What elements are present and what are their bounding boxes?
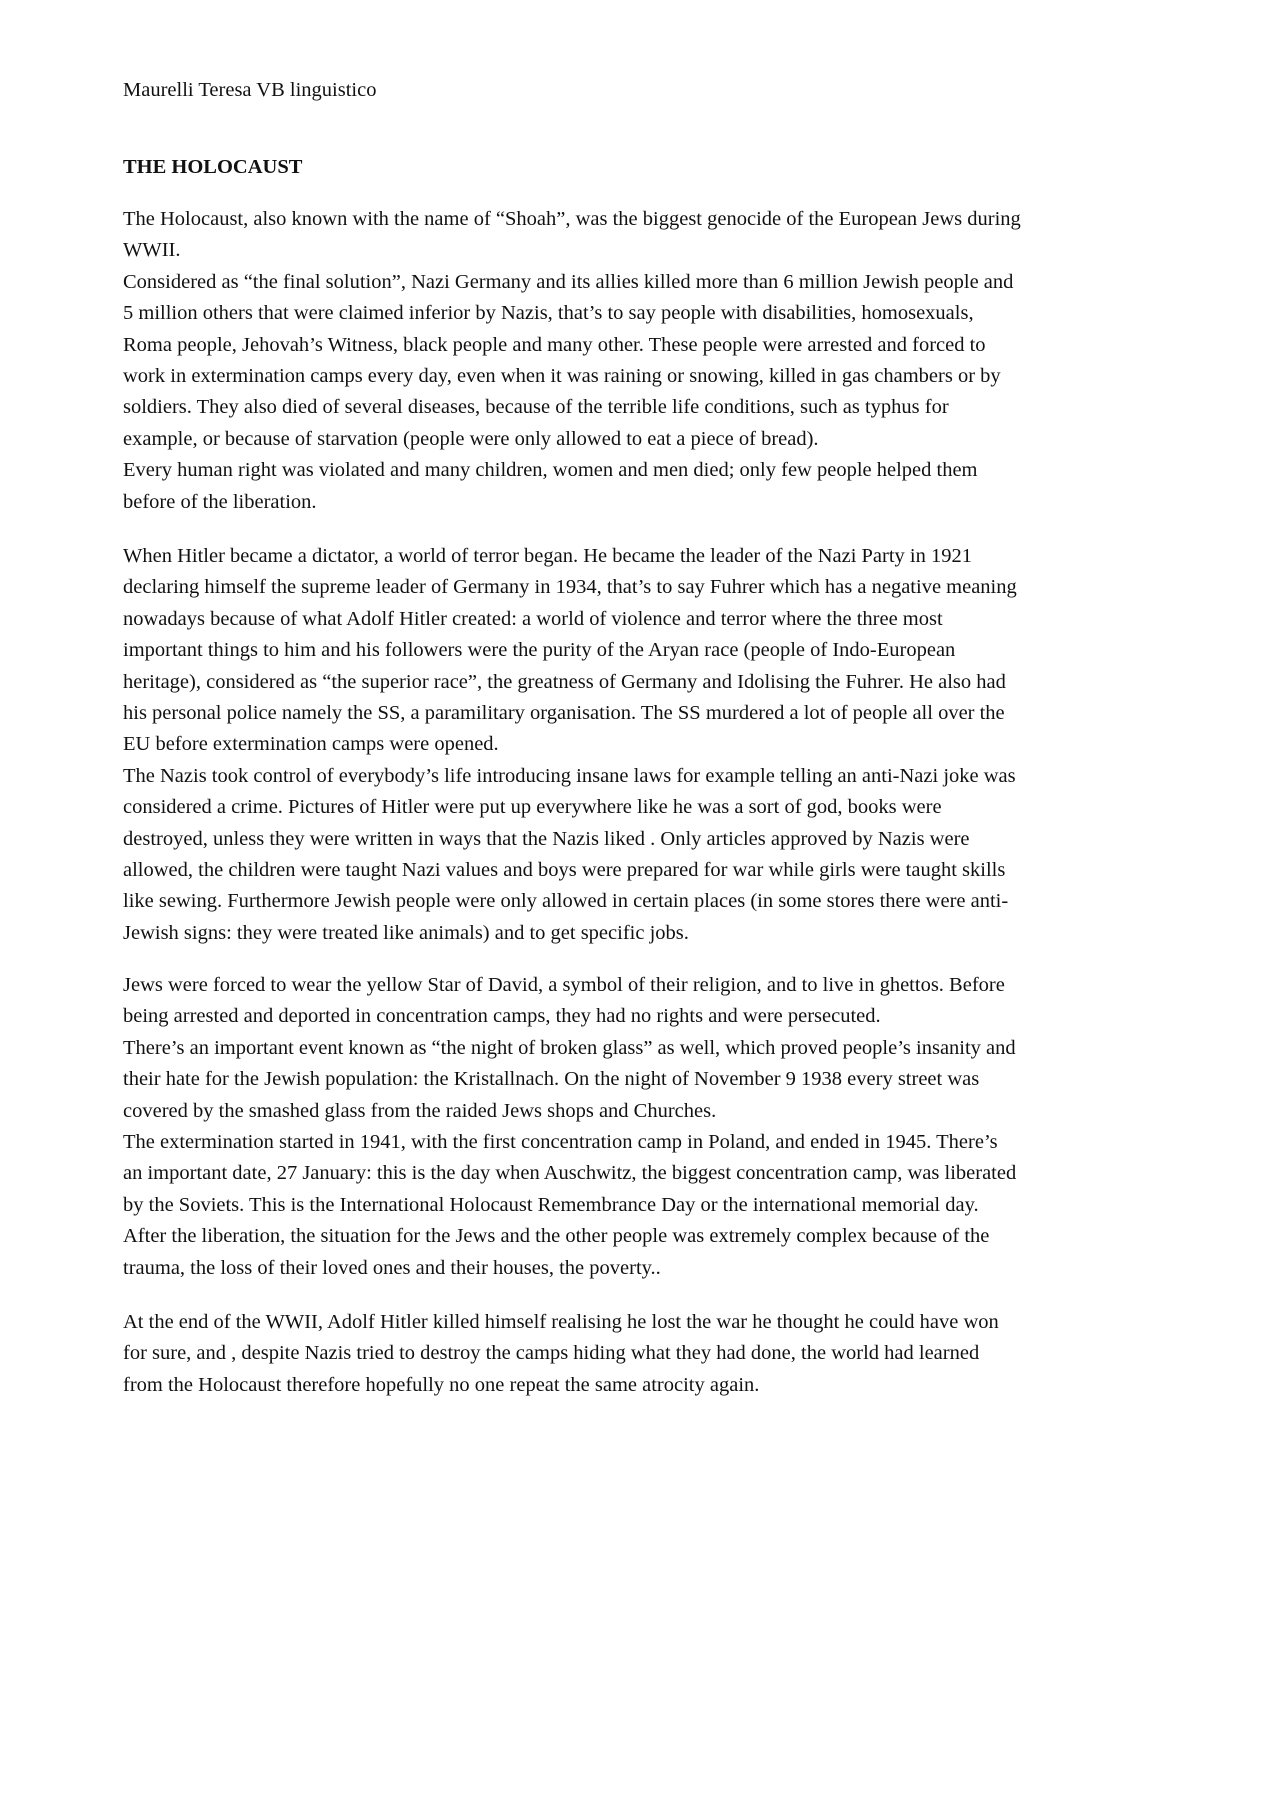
text-line: like sewing. Furthermore Jewish people were only allowed in certain places (in some stores there were anti- bbox=[123, 890, 1009, 913]
paragraph-3 bbox=[123, 970, 1175, 1284]
text-line: his personal police namely the SS, a paramilitary organisation. The SS murdered a lot of people all over the bbox=[123, 702, 1005, 725]
text-line: At the end of the WWII, Adolf Hitler killed himself realising he lost the war he thought he could have won bbox=[123, 1311, 999, 1333]
text-line: EU before extermination camps were opened. bbox=[123, 733, 499, 756]
text-line: WWII. bbox=[123, 239, 181, 262]
text-line: Every human right was violated and many children, women and men died; only few people helped them bbox=[123, 459, 978, 482]
text-line: There’s an important event known as “the night of broken glass” as well, which proved people’s insanity and bbox=[123, 1036, 1016, 1059]
text-line: considered a crime. Pictures of Hitler were put up everywhere like he was a sort of god, books were bbox=[123, 796, 942, 819]
text-line: their hate for the Jewish population: the Kristallnach. On the night of November 9 1938 every street was bbox=[123, 1068, 980, 1091]
text-line: When Hitler became a dictator, a world of terror began. He became the leader of the Nazi Party in 1921 bbox=[123, 545, 972, 567]
text-line: The Holocaust, also known with the name of “Shoah”, was the biggest genocide of the European Jews during bbox=[123, 208, 1021, 230]
text-line: being arrested and deported in concentration camps, they had no rights and were persecuted. bbox=[123, 1005, 881, 1028]
text-line: The Nazis took control of everybody’s life introducing insane laws for example telling an anti-Nazi joke was bbox=[123, 764, 1016, 787]
text-line: soldiers. They also died of several diseases, because of the terrible life conditions, such as typhus for bbox=[123, 396, 949, 419]
document-title: THE HOLOCAUST bbox=[123, 156, 303, 178]
text-line: covered by the smashed glass from the raided Jews shops and Churches. bbox=[123, 1099, 717, 1122]
paragraph-2 bbox=[123, 541, 1175, 949]
text-line: example, or because of starvation (people were only allowed to eat a piece of bread). bbox=[123, 427, 819, 450]
text-line: Roma people, Jehovah’s Witness, black people and many other. These people were arrested and forced to bbox=[123, 333, 986, 356]
text-line: Jewish signs: they were treated like animals) and to get specific jobs. bbox=[123, 921, 689, 944]
text-line: work in extermination camps every day, even when it was raining or snowing, killed in gas chambers or by bbox=[123, 365, 1001, 388]
author-line: Maurelli Teresa VB linguistico bbox=[123, 79, 377, 101]
text-line: from the Holocaust therefore hopefully no one repeat the same atrocity again. bbox=[123, 1373, 760, 1396]
text-line: nowadays because of what Adolf Hitler created: a world of violence and terror where the three most bbox=[123, 607, 943, 630]
text-line: declaring himself the supreme leader of Germany in 1934, that’s to say Fuhrer which has a negative meaning bbox=[123, 576, 1017, 599]
text-line: trauma, the loss of their loved ones and their houses, the poverty.. bbox=[123, 1256, 661, 1279]
text-line: 5 million others that were claimed inferior by Nazis, that’s to say people with disabilities, homosexuals, bbox=[123, 302, 974, 325]
paragraph-4 bbox=[123, 1307, 1175, 1401]
text-line: Considered as “the final solution”, Nazi Germany and its allies killed more than 6 million Jewish people and bbox=[123, 270, 1014, 293]
text-line: important things to him and his followers were the purity of the Aryan race (people of Indo-European bbox=[123, 639, 956, 662]
paragraph-1 bbox=[123, 204, 1175, 518]
text-line: for sure, and , despite Nazis tried to destroy the camps hiding what they had done, the world had learned bbox=[123, 1342, 980, 1365]
text-line: allowed, the children were taught Nazi values and boys were prepared for war while girls were taught skills bbox=[123, 859, 1006, 882]
text-line: an important date, 27 January: this is the day when Auschwitz, the biggest concentration camp, was liberated bbox=[123, 1162, 1017, 1185]
text-line: The extermination started in 1941, with the first concentration camp in Poland, and ended in 1945. There’s bbox=[123, 1131, 998, 1154]
text-line: After the liberation, the situation for the Jews and the other people was extremely complex because of the bbox=[123, 1225, 990, 1248]
text-line: destroyed, unless they were written in ways that the Nazis liked . Only articles approved by Nazis were bbox=[123, 827, 970, 850]
text-line: heritage), considered as “the superior race”, the greatness of Germany and Idolising the Fuhrer. He also had bbox=[123, 670, 1006, 693]
text-line: by the Soviets. This is the International Holocaust Remembrance Day or the international memorial day. bbox=[123, 1193, 979, 1216]
text-line: Jews were forced to wear the yellow Star of David, a symbol of their religion, and to live in ghettos. Before bbox=[123, 974, 1005, 996]
text-line: before of the liberation. bbox=[123, 490, 317, 513]
